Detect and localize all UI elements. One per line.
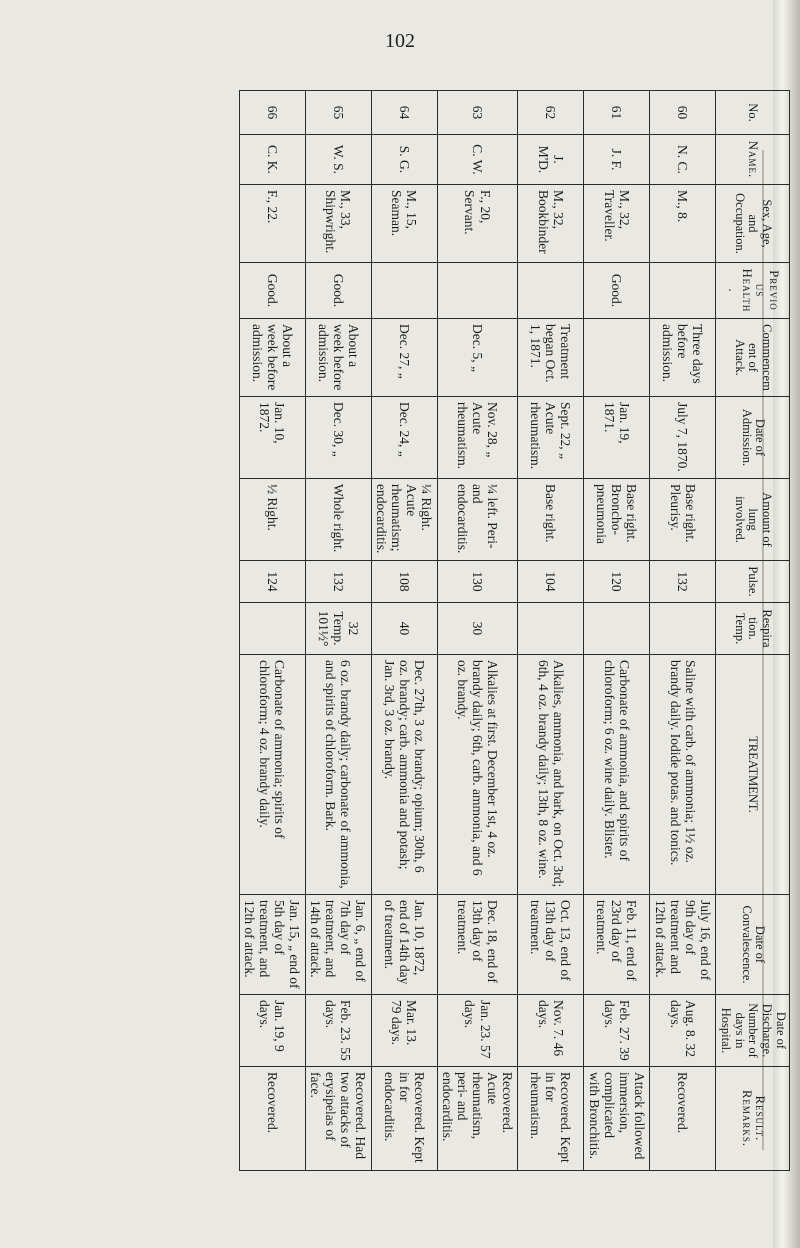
cell-result-remarks: Recovered. bbox=[650, 1067, 716, 1171]
cell-previous-health bbox=[518, 263, 584, 319]
cell-date-of-convalescence: Oct. 13, end of 13th day of treatment. bbox=[518, 895, 584, 995]
header-admission: Date of Admission. bbox=[716, 397, 790, 479]
table-row bbox=[518, 91, 584, 1171]
cell-date-of-discharge: Nov. 7. 46 days. bbox=[518, 995, 584, 1067]
header-respiration-temp: Respiration. Temp. bbox=[716, 603, 790, 655]
table-row bbox=[305, 91, 371, 1171]
cell-row-number: 65 bbox=[305, 91, 371, 135]
cell-commencement-of-attack: Treatment began Oct. 1, 1871. bbox=[518, 319, 584, 397]
cell-treatment: Saline with carb. of ammonia; 1½ oz. brandy daily. Iodide potas. and tonics. bbox=[650, 655, 716, 895]
cell-previous-health bbox=[650, 263, 716, 319]
cell-treatment: 6 oz. brandy daily; carbonate of ammonia, and spirits of chloroform. Bark. bbox=[305, 655, 371, 895]
cell-previous-health bbox=[371, 263, 437, 319]
header-convalescence: Date of Convalescence. bbox=[716, 895, 790, 995]
table-row bbox=[437, 91, 518, 1171]
cell-commencement-of-attack: Dec. 27, „ bbox=[371, 319, 437, 397]
header-discharge: Date of Discharge. Number of days in Hospital. bbox=[716, 995, 790, 1067]
cell-result-remarks: Recovered. Kept in for endocarditis. bbox=[371, 1067, 437, 1171]
cell-sex-age-occupation: M., 8. bbox=[650, 185, 716, 263]
cell-previous-health bbox=[437, 263, 518, 319]
cell-patient-name: J. M'D. bbox=[518, 135, 584, 185]
header-sex-age-occupation: Sex, Age, and Occupation. bbox=[716, 185, 790, 263]
cell-row-number: 61 bbox=[584, 91, 650, 135]
rotated-table-container bbox=[150, 90, 790, 1170]
cell-patient-name: W. S. bbox=[305, 135, 371, 185]
cell-commencement-of-attack: About a week before admission. bbox=[305, 319, 371, 397]
cell-date-of-admission: Dec. 24, „ bbox=[371, 397, 437, 479]
cell-previous-health: Good. bbox=[239, 263, 305, 319]
cell-respiration-temp: 30 bbox=[437, 603, 518, 655]
cell-amount-of-lung: ¼ left. Peri- and endocarditis. bbox=[437, 479, 518, 561]
cell-patient-name: J. F. bbox=[584, 135, 650, 185]
cell-amount-of-lung: ¼ Right. Acute rheumatism; endocarditis. bbox=[371, 479, 437, 561]
cell-date-of-admission: July 7, 1870. bbox=[650, 397, 716, 479]
cell-date-of-convalescence: Dec. 18, end of 13th day of treatment. bbox=[437, 895, 518, 995]
cell-sex-age-occupation: F., 22. bbox=[239, 185, 305, 263]
header-no: No. bbox=[716, 91, 790, 135]
cell-amount-of-lung: Base right. bbox=[518, 479, 584, 561]
header-commencement: Commencement of Attack. bbox=[716, 319, 790, 397]
cell-previous-health: Good. bbox=[584, 263, 650, 319]
cell-amount-of-lung: Whole right. bbox=[305, 479, 371, 561]
cell-commencement-of-attack: About a week before admission. bbox=[239, 319, 305, 397]
cell-amount-of-lung: Base right. Broncho-pneumonia bbox=[584, 479, 650, 561]
cell-date-of-convalescence: Jan. 6, „ end of 7th day of treatment, and 14th of attack. bbox=[305, 895, 371, 995]
cell-row-number: 62 bbox=[518, 91, 584, 135]
table-row bbox=[239, 91, 305, 1171]
cell-treatment: Alkalies, ammonia, and bark, on Oct. 3rd; 6th, 4 oz. brandy daily; 13th, 8 oz. wine. bbox=[518, 655, 584, 895]
table-body bbox=[239, 91, 716, 1171]
cell-date-of-admission: Jan. 10, 1872. bbox=[239, 397, 305, 479]
header-amount-of-lung: Amount of lung involved. bbox=[716, 479, 790, 561]
header-name: Name. bbox=[716, 135, 790, 185]
cell-commencement-of-attack: Dec. 5, „ bbox=[437, 319, 518, 397]
cell-date-of-admission: Jan. 19, 1871. bbox=[584, 397, 650, 479]
cell-pulse: 120 bbox=[584, 561, 650, 603]
cell-respiration-temp: 40 bbox=[371, 603, 437, 655]
cell-date-of-discharge: Jan. 19, 9 days. bbox=[239, 995, 305, 1067]
cell-result-remarks: Recovered. Had two attacks of erysipelas of face. bbox=[305, 1067, 371, 1171]
cell-row-number: 66 bbox=[239, 91, 305, 135]
cell-respiration-temp bbox=[584, 603, 650, 655]
cell-row-number: 63 bbox=[437, 91, 518, 135]
cell-date-of-convalescence: July 16, end of 9th day of treatment and 12th of attack. bbox=[650, 895, 716, 995]
cell-date-of-convalescence: Jan. 15, „ end of 5th day of treatment, and 12th of attack. bbox=[239, 895, 305, 995]
cell-pulse: 104 bbox=[518, 561, 584, 603]
cell-date-of-discharge: Mar. 13. 79 days. bbox=[371, 995, 437, 1067]
cell-result-remarks: Attack followed immersion, complicated with Bronchitis. bbox=[584, 1067, 650, 1171]
cell-date-of-convalescence: Feb. 11, end of 23rd day of treatment. bbox=[584, 895, 650, 995]
cell-treatment: Carbonate of ammonia; spirits of chloroform; 4 oz. brandy daily. bbox=[239, 655, 305, 895]
cell-respiration-temp: 32 Temp. 101½° bbox=[305, 603, 371, 655]
cell-patient-name: N. C. bbox=[650, 135, 716, 185]
cell-commencement-of-attack: Three days before admission. bbox=[650, 319, 716, 397]
cell-patient-name: C. W. bbox=[437, 135, 518, 185]
cell-respiration-temp bbox=[239, 603, 305, 655]
cell-date-of-discharge: Jan. 23. 57 days. bbox=[437, 995, 518, 1067]
cell-result-remarks: Recovered. Kept in for rheumatism. bbox=[518, 1067, 584, 1171]
cell-patient-name: C. K. bbox=[239, 135, 305, 185]
case-table bbox=[239, 90, 790, 1171]
table-row bbox=[371, 91, 437, 1171]
header-result-remarks: Result. Remarks. bbox=[716, 1067, 790, 1171]
cell-amount-of-lung: Base right. Pleurisy. bbox=[650, 479, 716, 561]
cell-amount-of-lung: ½ Right. bbox=[239, 479, 305, 561]
cell-commencement-of-attack bbox=[584, 319, 650, 397]
header-previous-health: Previous Health. bbox=[716, 263, 790, 319]
header-pulse: Pulse. bbox=[716, 561, 790, 603]
cell-row-number: 60 bbox=[650, 91, 716, 135]
cell-row-number: 64 bbox=[371, 91, 437, 135]
cell-sex-age-occupation: M., 33, Shipwright. bbox=[305, 185, 371, 263]
cell-sex-age-occupation: M., 32, Traveller. bbox=[584, 185, 650, 263]
cell-date-of-discharge: Feb. 23. 55 days. bbox=[305, 995, 371, 1067]
cell-date-of-discharge: Aug. 8. 32 days. bbox=[650, 995, 716, 1067]
cell-result-remarks: Recovered. bbox=[239, 1067, 305, 1171]
header-treatment: TREATMENT. bbox=[716, 655, 790, 895]
table-row bbox=[584, 91, 650, 1171]
cell-treatment: Dec. 27th, 3 oz. brandy; opium; 30th, 6 oz. brandy; carb. ammonia and potash; Jan. 3rd, 3 oz. brandy. bbox=[371, 655, 437, 895]
cell-treatment: Carbonate of ammonia, and spirits of chloroform; 6 oz. wine daily. Blister. bbox=[584, 655, 650, 895]
cell-date-of-admission: Sept. 22, „ Acute rheumatism. bbox=[518, 397, 584, 479]
cell-date-of-admission: Dec. 30, „ bbox=[305, 397, 371, 479]
header-row bbox=[716, 91, 790, 1171]
cell-sex-age-occupation: F., 20, Servant. bbox=[437, 185, 518, 263]
cell-sex-age-occupation: M., 15, Seaman. bbox=[371, 185, 437, 263]
cell-respiration-temp bbox=[518, 603, 584, 655]
cell-pulse: 108 bbox=[371, 561, 437, 603]
cell-result-remarks: Recovered. Acute rheumatism, peri- and endocarditis. bbox=[437, 1067, 518, 1171]
cell-date-of-discharge: Feb. 27. 39 days. bbox=[584, 995, 650, 1067]
cell-patient-name: S. G. bbox=[371, 135, 437, 185]
cell-pulse: 124 bbox=[239, 561, 305, 603]
page-number: 102 bbox=[385, 30, 415, 52]
table-row bbox=[650, 91, 716, 1171]
cell-pulse: 132 bbox=[305, 561, 371, 603]
cell-pulse: 132 bbox=[650, 561, 716, 603]
cell-previous-health: Good. bbox=[305, 263, 371, 319]
cell-sex-age-occupation: M., 32, Bookbinder bbox=[518, 185, 584, 263]
cell-respiration-temp bbox=[650, 603, 716, 655]
cell-date-of-convalescence: Jan. 10, 1872, end of 14th day of treatment. bbox=[371, 895, 437, 995]
cell-date-of-admission: Nov. 28, „ Acute rheumatism. bbox=[437, 397, 518, 479]
cell-pulse: 130 bbox=[437, 561, 518, 603]
cell-treatment: Alkalies at first. December 1st, 4 oz. brandy daily; 6th, carb. ammonia, and 6 oz. brandy. bbox=[437, 655, 518, 895]
